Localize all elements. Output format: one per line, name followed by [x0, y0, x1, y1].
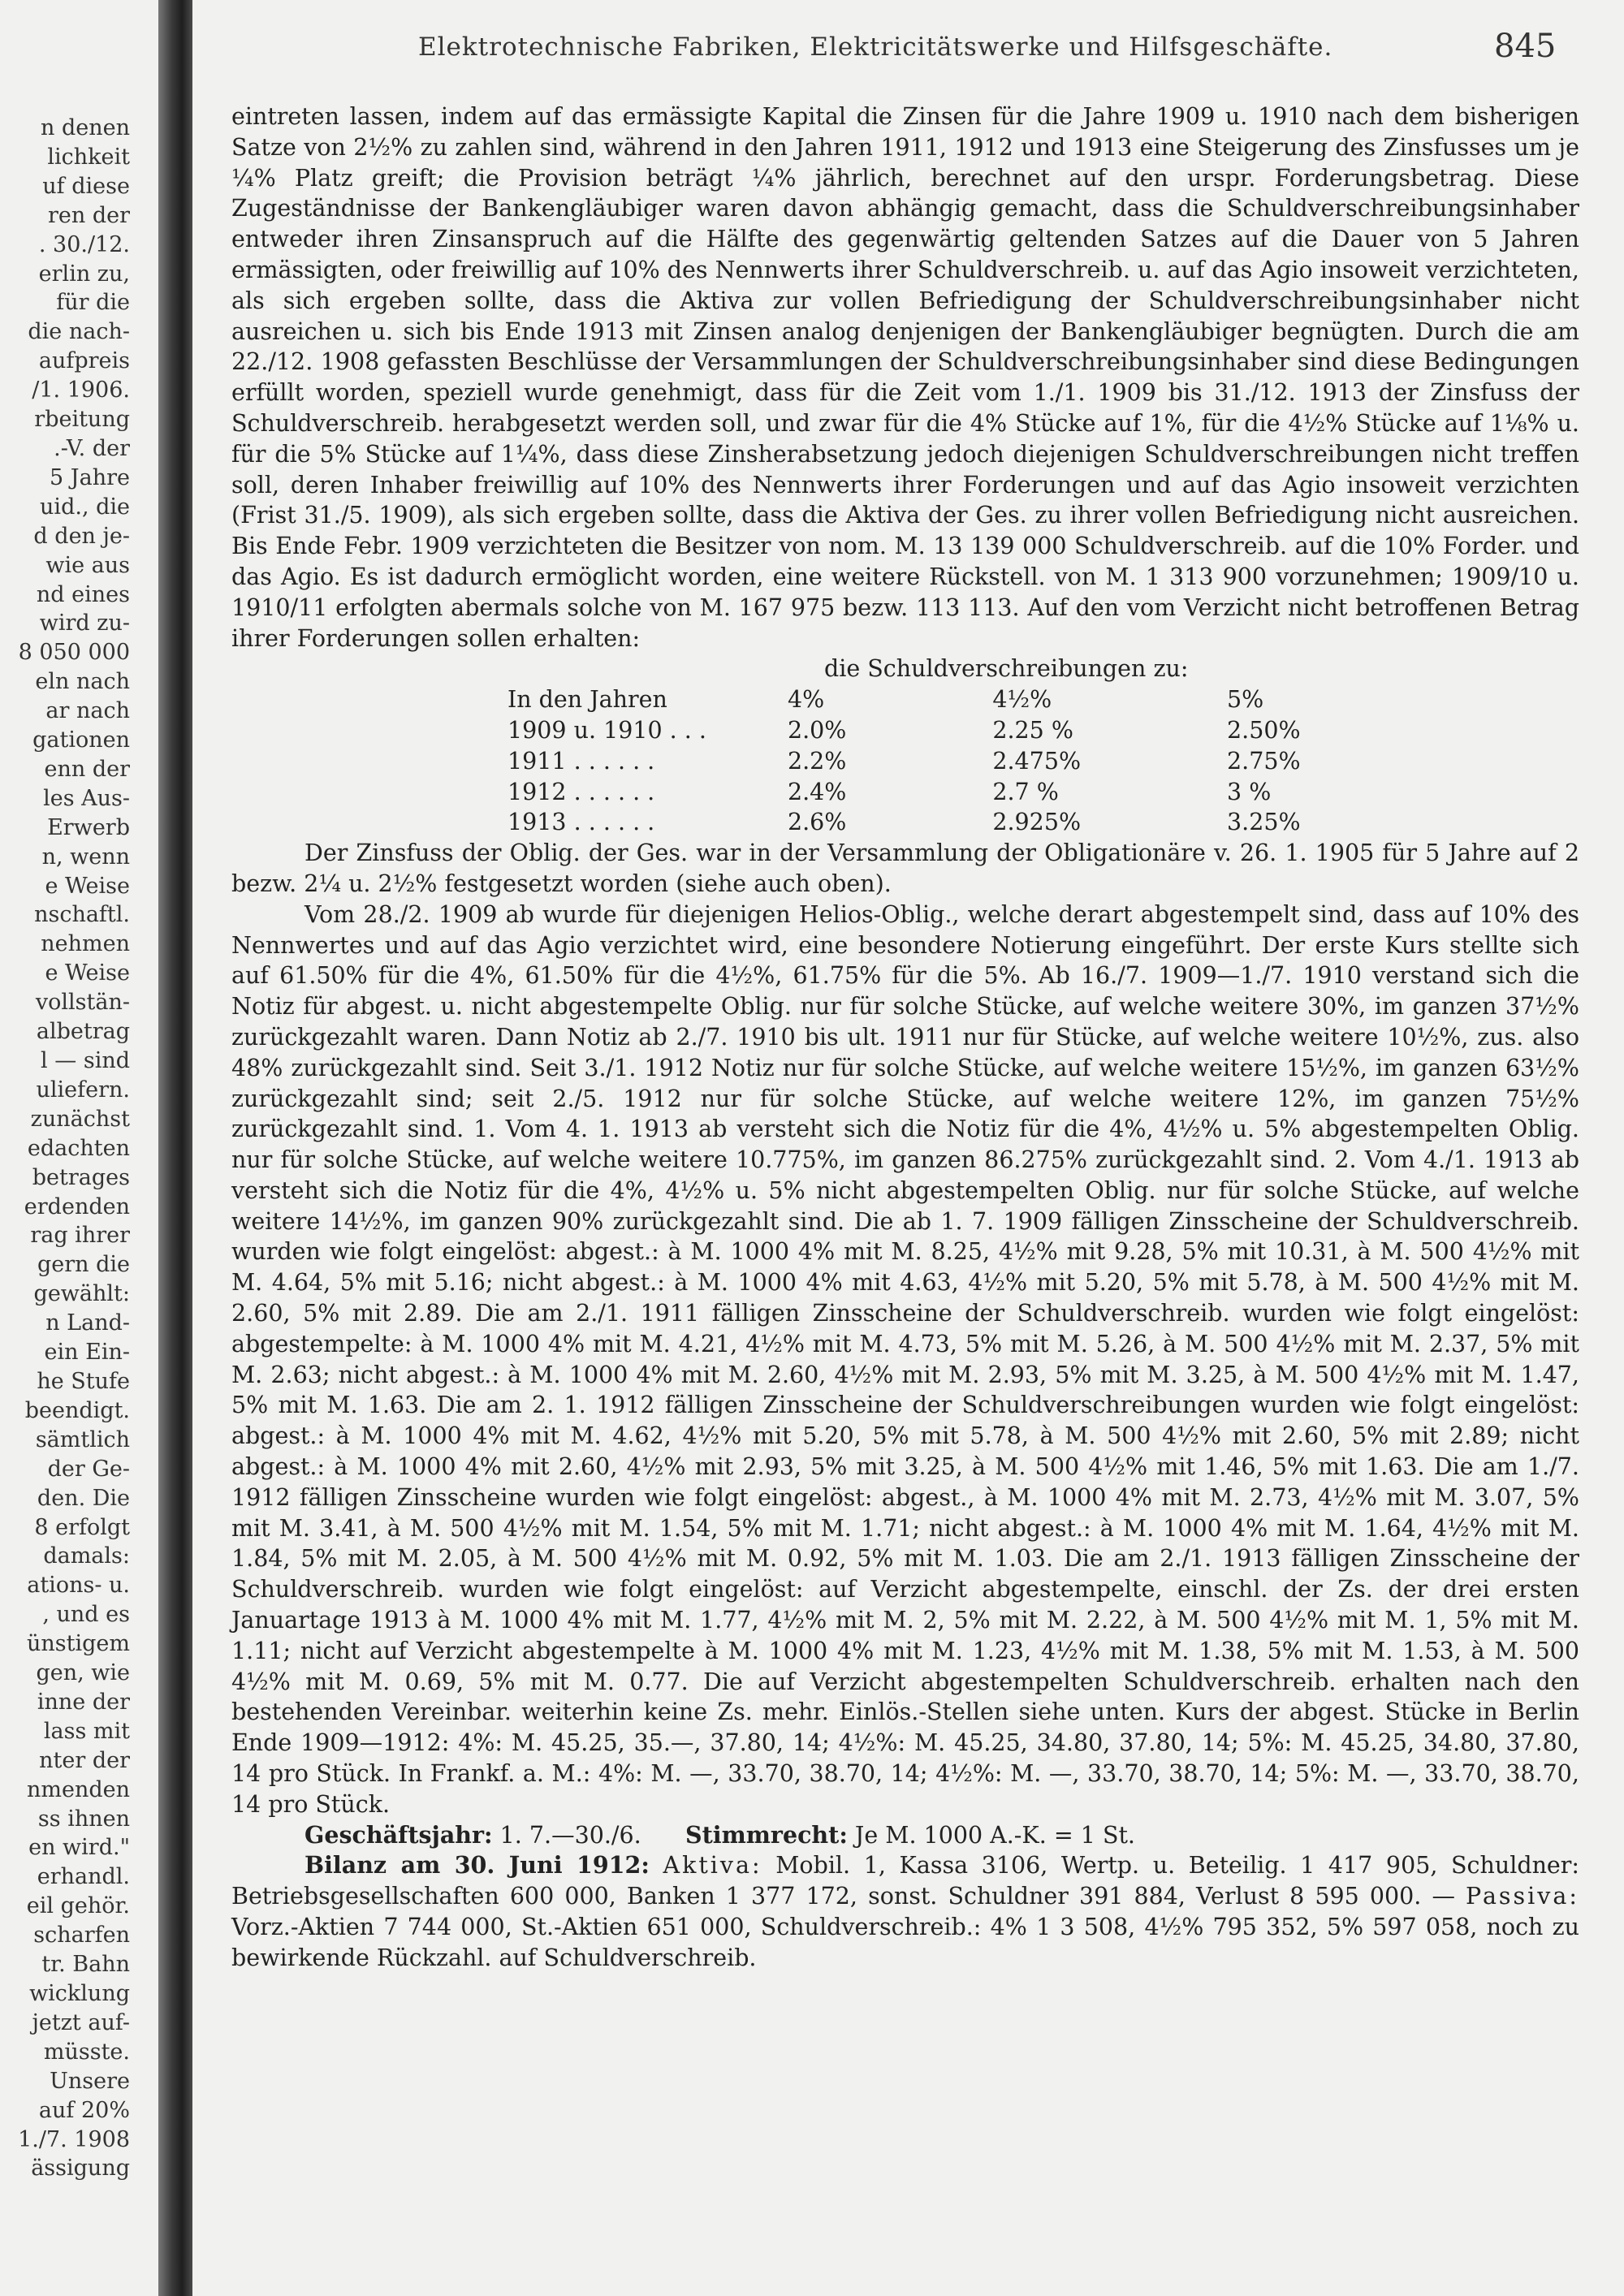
left-column-line: ein Ein- [44, 1340, 130, 1366]
table-cell: 2.25 % [992, 716, 1073, 744]
left-column-line: ss ihnen [37, 1806, 130, 1832]
left-column-line: les Aus- [43, 785, 130, 811]
left-column-line: inne der [37, 1689, 130, 1715]
left-column-line: 1./7. 1908 [18, 2126, 130, 2152]
geschaeftsjahr-line [231, 1820, 1579, 1851]
left-column-line: ünstigem [27, 1631, 130, 1657]
left-column-line: l — sind [41, 1048, 130, 1073]
table-header-row [231, 684, 1317, 715]
left-column-line: d den je- [33, 523, 130, 549]
left-column-line: . 30./12. [38, 231, 130, 257]
interest-rate-table [231, 654, 1317, 838]
main-text [231, 101, 1579, 1974]
table-cell: 1911 . . . . . . [508, 747, 655, 775]
left-column-line: auf 20% [38, 2097, 130, 2123]
left-column-line: en wird." [28, 1835, 130, 1861]
left-column-line: n denen [41, 115, 130, 140]
geschaeftsjahr-label: Geschäftsjahr: [304, 1820, 493, 1849]
left-column-line: lichkeit [47, 144, 130, 170]
table-cell: 1913 . . . . . . [508, 809, 655, 836]
left-column-line: vollstän- [35, 990, 130, 1016]
paragraph-notierung: Vom 28./2. 1909 ab wurde für diejenigen Helios-Oblig., welche derart abgestempelt sind, dass auf 10% des Nennwertes und auf das Agio verzichtet wird, eine besondere Notierung eingeführt. Der erste Kurs stellte sich auf 61.50% für die 4%, 61.50% für die 4½%, 61.75% für die 5%. Ab 16./7. 1909—1./7. 1910 verstand sich die Notiz für abgest. u. nicht abgestempelte Oblig. nur für solche Stücke, auf welche weitere 30%, im ganzen 37½% zurückgezahlt waren. Dann Notiz ab 2./7. 1910 bis ult. 1911 nur für Stücke, auf welche weitere 10½%, zus. also 48% zurückgezahlt sind. Seit 3./1. 1912 Notiz nur für solche Stücke, auf welche weitere 15½%, im ganzen 63½% zurückgezahlt sind; seit 2./5. 1912 nur für solche Stücke, auf welche weitere 12%, im ganzen 75½% zurückgezahlt sind. 1. Vom 4. 1. 1913 ab versteht sich die Notiz für die 4%, 4½% u. 5% abgestempelten Oblig. nur für solche Stücke, auf welche weitere 10.775%, im ganzen 86.275% zurückgezahlt sind. 2. Vom 4./1. 1913 ab versteht sich die Notiz für die 4%, 4½% u. 5% nicht abgestempelten Oblig. nur für solche Stücke, auf welche weitere 14½%, im ganzen 90% zurückgezahlt sind. Die ab 1. 7. 1909 fälligen Zinsscheine der Schuldverschreib. wurden wie folgt eingelöst: abgest.: à M. 1000 4% mit M. 8.25, 4½% mit 9.28, 5% mit 10.31, à M. 500 4½% mit M. 4.64, 5% mit 5.16; nicht abgest.: à M. 1000 4% mit 4.63, 4½% mit 5.20, 5% mit 5.78, à M. 500 4½% mit M. 2.60, 5% mit 2.89. Die am 2./1. 1911 fälligen Zinsscheine der Schuldverschreib. wurden wie folgt eingelöst: abgestempelte: à M. 1000 4% mit M. 4.21, 4½% mit M. 4.73, 5% mit M. 5.26, à M. 500 4½% mit M. 2.37, 5% mit M. 2.63; nicht abgest.: à M. 1000 4% mit M. 2.60, 4½% mit M. 2.93, 5% mit M. 3.25, à M. 500 4½% mit M. 1.47, 5% mit M. 1.63. Die am 2. 1. 1912 fälligen Zinsscheine der Schuldverschreibungen wurden wie folgt eingelöst: abgest.: à M. 1000 4% mit M. 4.62, 4½% mit 5.20, 5% mit 5.78, à M. 500 4½% mit 2.60, 5% mit 2.89; nicht abgest.: à M. 1000 4% mit 2.60, 4½% mit 2.93, 5% mit 3.25, à M. 500 4½% mit 1.46, 5% mit 1.63. Die am 1./7. 1912 fälligen Zinsscheine wurden wie folgt eingelöst: abgest., à M. 1000 4% mit M. 2.73, 4½% mit M. 3.07, 5% mit M. 3.41, à M. 500 4½% mit M. 1.54, 5% mit M. 1.71; nicht abgest.: à M. 1000 4% mit M. 1.64, 4½% mit M. 1.84, 5% mit M. 2.05, à M. 500 4½% mit M. 0.92, 5% mit M. 1.03. Die am 2./1. 1913 fälligen Zinsscheine der Schuldverschreib. wurden wie folgt eingelöst: auf Verzicht abgestempelte, einschl. der Zs. der drei ersten Januartage 1913 à M. 1000 4% mit M. 1.77, 4½% mit M. 2, 5% mit M. 2.22, à M. 500 4½% mit M. 1, 5% mit M. 1.11; nicht auf Verzicht abgestempelte à M. 1000 4% mit M. 1.23, 4½% mit M. 1.38, 5% mit M. 1.53, à M. 500 4½% mit M. 0.69, 5% mit M. 0.77. Die auf Verzicht abgestempelten Schuldverschreib. erhalten nach den bestehenden Vereinbar. weiterhin keine Zs. mehr. Einlös.-Stellen siehe unten. Kurs der abgest. Stücke in Berlin Ende 1909—1912: 4%: M. 45.25, 35.—, 37.80, 14; 4½%: M. 45.25, 34.80, 37.80, 14; 5%: M. 45.25, 34.80, 37.80, 14 pro Stück. In Frankf. a. M.: 4%: M. —, 33.70, 38.70, 14; 4½%: M. —, 33.70, 38.70, 14; 5%: M. —, 33.70, 38.70, 14 pro Stück. [231, 900, 1579, 1818]
left-column-fragment [0, 114, 130, 2183]
left-column-line: gern die [37, 1252, 130, 1278]
left-column-line: ässigung [31, 2156, 130, 2182]
left-column-line: .-V. der [54, 435, 130, 461]
table-header-cell: In den Jahren [508, 686, 667, 714]
left-column-line: lass mit [43, 1718, 130, 1744]
stimmrecht-label: Stimmrecht: [685, 1820, 848, 1849]
left-column-line: wicklung [29, 1981, 130, 2006]
paragraph-intro: eintreten lassen, indem auf das ermässigte Kapital die Zinsen für die Jahre 1909 u. 1910 nach dem bisherigen Satze von 2½% zu zahlen sind, während in den Jahren 1911, 1912 und 1913 eine Steigerung des Zinsfusses um je ¼% Platz greift; die Provision beträgt ¼% jährlich, berechnet auf den urspr. Forderungsbetrag. Diese Zugeständnisse der Bankengläubiger waren davon abhängig gemacht, dass die Schuldverschreibungsinhaber entweder ihren Zinsanspruch auf die Hälfte des gegenwärtig geltenden Satzes auf die Dauer von 5 Jahren ermässigten, oder freiwillig auf 10% des Nennwerts ihrer Schuldverschreib. u. auf das Agio insoweit verzichteten, als sich ergeben sollte, dass die Aktiva zur vollen Befriedigung der Schuldverschreibungsinhaber nicht ausreichen u. sich bis Ende 1913 mit Zinsen analog denjenigen der Bankengläubiger begnügten. Durch die am 22./12. 1908 gefassten Beschlüsse der Versammlungen der Schuldverschreibungsinhaber sind diese Bedingungen erfüllt worden, speziell wurde genehmigt, dass für die Zeit vom 1./1. 1909 bis 31./12. 1913 der Zinsfuss der Schuldverschreib. herabgesetzt werden soll, und zwar für die 4% Stücke auf 1%, für die 4½% Stücke auf 1⅛% u. für die 5% Stücke auf 1¼%, dass diese Zinsherabsetzung jedoch diejenigen Schuldverschreibungen nicht treffen soll, deren Inhaber freiwillig auf 10% des Nennwerts ihrer Forderungen und auf das Agio insoweit verzichten (Frist 31./5. 1909), als sich ergeben sollte, dass die Aktiva der Ges. zu ihrer vollen Befriedigung nicht ausreichen. Bis Ende Febr. 1909 verzichteten die Besitzer von nom. M. 13 139 000 Schuldverschreib. auf die 10% Forder. und das Agio. Es ist dadurch ermöglicht worden, eine weitere Rückstell. von M. 1 313 900 vorzunehmen; 1909/10 u. 1910/11 erfolgten abermals solche von M. 167 975 bezw. 113 113. Auf den vom Verzicht nicht betroffenen Betrag ihrer Forderungen sollen erhalten: [231, 103, 1579, 652]
left-column-line: 8 erfolgt [34, 1514, 130, 1540]
left-column-line: 5 Jahre [50, 464, 130, 490]
left-column-line: Unsere [50, 2068, 130, 2094]
table-cell: 1909 u. 1910 . . . [508, 716, 706, 744]
left-column-line: edachten [27, 1135, 130, 1161]
left-column-line: albetrag [36, 1019, 130, 1045]
running-header: Elektrotechnische Fabriken, Elektricitätswerke und Hilfsgeschäfte. [418, 32, 1333, 62]
left-column-line: jetzt auf- [32, 2009, 130, 2035]
bilanz-label: Bilanz am 30. Juni 1912: [304, 1851, 650, 1880]
left-column-line: nmenden [26, 1776, 130, 1802]
left-column-line: sämtlich [35, 1426, 130, 1452]
left-column-line: wird zu- [39, 611, 130, 637]
left-column-line: die nach- [28, 319, 130, 345]
left-column-line: tr. Bahn [41, 1952, 130, 1978]
left-column-line: erlin zu, [38, 261, 130, 287]
left-column-line: zunächst [30, 1106, 130, 1132]
left-column-line: nter der [39, 1747, 130, 1773]
table-header-cell: 5% [1227, 686, 1264, 714]
left-column-line: wie aus [45, 552, 130, 578]
left-column-line: aufpreis [38, 348, 130, 374]
aktiva-text: Mobil. 1, Kassa 3106, Wertp. u. Beteilig. 1 417 905, Schuldner: Betriebsgesellschaften 600 000, Banken 1 377 172, sonst. Schuldner 391 884, Verlust 8 595 000. — [231, 1852, 1580, 1910]
table-cell: 2.7 % [992, 778, 1059, 805]
table-cell: 1912 . . . . . . [508, 778, 655, 805]
stimmrecht-value: Je M. 1000 A.-K. = 1 St. [854, 1821, 1135, 1849]
left-column-line: gewählt: [33, 1281, 130, 1307]
aktiva-label: Aktiva: [663, 1852, 762, 1880]
table-cell: 3 % [1227, 778, 1272, 805]
paragraph-zinsfuss: Der Zinsfuss der Oblig. der Ges. war in der Versammlung der Obligationäre v. 26. 1. 1905 für 5 Jahre auf 2 bezw. 2¼ u. 2½% festgesetzt worden (siehe auch oben). [231, 839, 1579, 897]
left-column-line: 8 050 000 [18, 640, 130, 666]
table-header-cell: 4½% [992, 686, 1052, 714]
left-column-line: nschaftl. [34, 902, 130, 928]
left-column-line: rag ihrer [30, 1223, 130, 1249]
left-column-line: ar nach [45, 698, 130, 724]
left-column-line: uliefern. [36, 1077, 130, 1103]
page-number: 845 [1494, 28, 1557, 65]
left-column-line: , und es [42, 1602, 130, 1628]
left-column-line: nd eines [36, 581, 130, 607]
table-cell: 3.25% [1227, 809, 1301, 836]
left-column-line: Erwerb [47, 814, 130, 840]
left-column-line: n Land- [45, 1310, 130, 1336]
left-column-line: ations- u. [27, 1573, 130, 1599]
table-cell: 2.75% [1227, 747, 1301, 775]
left-column-line: eln nach [35, 669, 130, 695]
left-column-line: gen, wie [36, 1660, 130, 1686]
table-header-cell: 4% [787, 686, 825, 714]
table-cell: 2.50% [1227, 716, 1301, 744]
left-column-line: e Weise [45, 873, 130, 899]
binding-gutter [158, 0, 192, 2296]
table-caption: die Schuldverschreibungen zu: [824, 655, 1189, 683]
table-cell: 2.2% [787, 747, 847, 775]
left-column-line: den. Die [37, 1485, 130, 1511]
left-column-line: betrages [32, 1164, 130, 1190]
left-column-line: /1. 1906. [32, 378, 130, 404]
left-column-line: uf diese [42, 173, 130, 199]
left-column-line: rbeitung [34, 407, 130, 433]
table-row [231, 777, 1317, 808]
left-column-line: nehmen [41, 931, 130, 957]
table-cell: 2.925% [992, 809, 1082, 836]
left-column-line: gationen [32, 727, 130, 753]
left-column-line: erdenden [24, 1193, 130, 1219]
left-column-line: der Ge- [47, 1456, 130, 1482]
left-column-line: eil gehör. [26, 1893, 130, 1919]
left-column-line: scharfen [33, 1923, 130, 1949]
left-column-line: enn der [44, 756, 130, 782]
bilanz-paragraph [231, 1850, 1579, 1973]
table-cell: 2.475% [992, 747, 1082, 775]
passiva-label: Passiva: [1466, 1883, 1579, 1910]
table-row [231, 746, 1317, 777]
left-column-line: damals: [43, 1543, 130, 1569]
table-cell: 2.4% [787, 778, 847, 805]
table-row [231, 715, 1317, 746]
left-column-line: uid., die [40, 494, 130, 520]
left-column-line: he Stufe [37, 1368, 130, 1394]
geschaeftsjahr-value: 1. 7.—30./6. [499, 1821, 641, 1849]
passiva-text: Vorz.-Aktien 7 744 000, St.-Aktien 651 000, Schuldverschreib.: 4% 1 3 508, 4½% 795 352, 5% 597 058, noch zu bewirkende Rückzahl. auf Schuldverschreib. [231, 1914, 1579, 1971]
left-column-line: n, wenn [41, 844, 130, 870]
table-cell: 2.0% [787, 716, 847, 744]
left-column-line: für die [56, 290, 130, 316]
left-column-line: e Weise [45, 960, 130, 986]
left-column-line: beendigt. [24, 1397, 130, 1423]
table-row [231, 807, 1317, 838]
left-column-line: ren der [47, 202, 130, 228]
table-cell: 2.6% [787, 809, 847, 836]
left-column-line: erhandl. [37, 1864, 130, 1890]
left-column-line: müsste. [43, 2039, 130, 2065]
